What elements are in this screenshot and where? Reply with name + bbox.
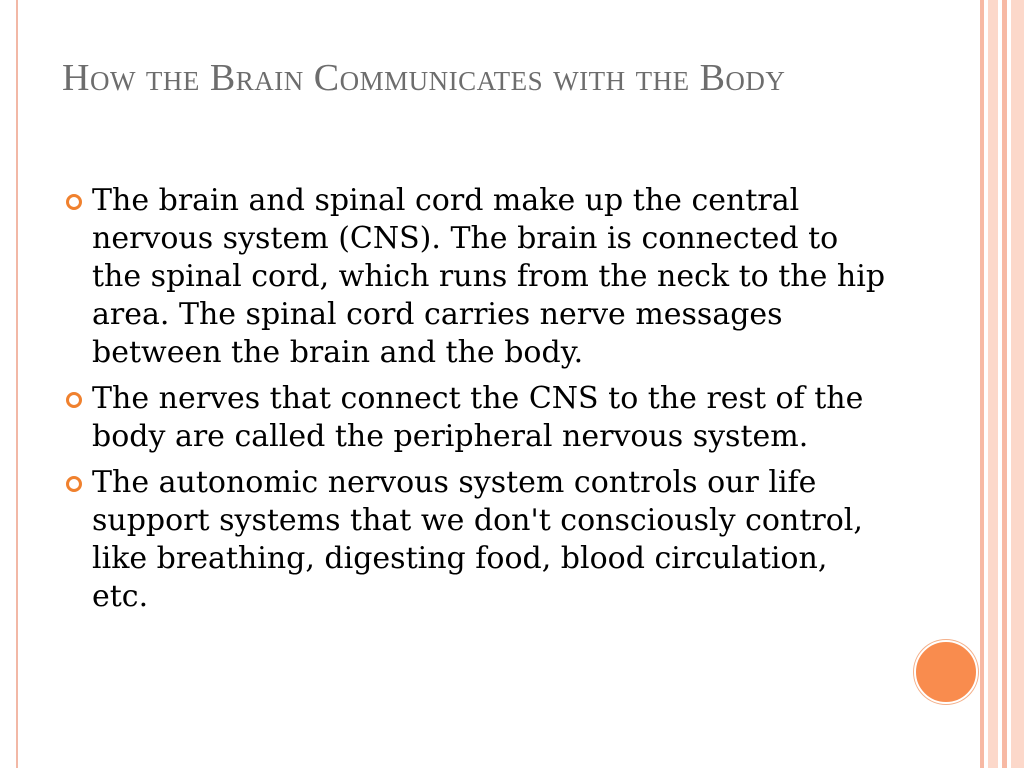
slide-title: How the Brain Communicates with the Body: [62, 57, 786, 99]
decorative-stripe: [1011, 0, 1024, 768]
decorative-stripe: [1002, 0, 1007, 768]
decorative-stripe: [988, 0, 998, 768]
bullet-list: [62, 182, 892, 624]
bullet-text: The nerves that connect the CNS to the rest of the body are called the peripheral nervous system.: [92, 381, 864, 454]
bullet-circle-icon: [66, 476, 82, 492]
bullet-item: [62, 380, 892, 456]
left-border-line: [16, 0, 18, 768]
bullet-item: [62, 182, 892, 372]
decorative-stripe: [980, 0, 984, 768]
bullet-item: [62, 464, 892, 616]
bullet-circle-icon: [66, 392, 82, 408]
bullet-circle-icon: [66, 194, 82, 210]
bullet-text: The autonomic nervous system controls our life support systems that we don't consciously control, like breathing, digesting food, blood circulation, etc.: [92, 465, 863, 614]
decorative-circle: [914, 640, 978, 704]
bullet-text: The brain and spinal cord make up the central nervous system (CNS). The brain is connected to the spinal cord, which runs from the neck to the hip area. The spinal cord carries nerve messages between the brain and the body.: [92, 183, 886, 370]
